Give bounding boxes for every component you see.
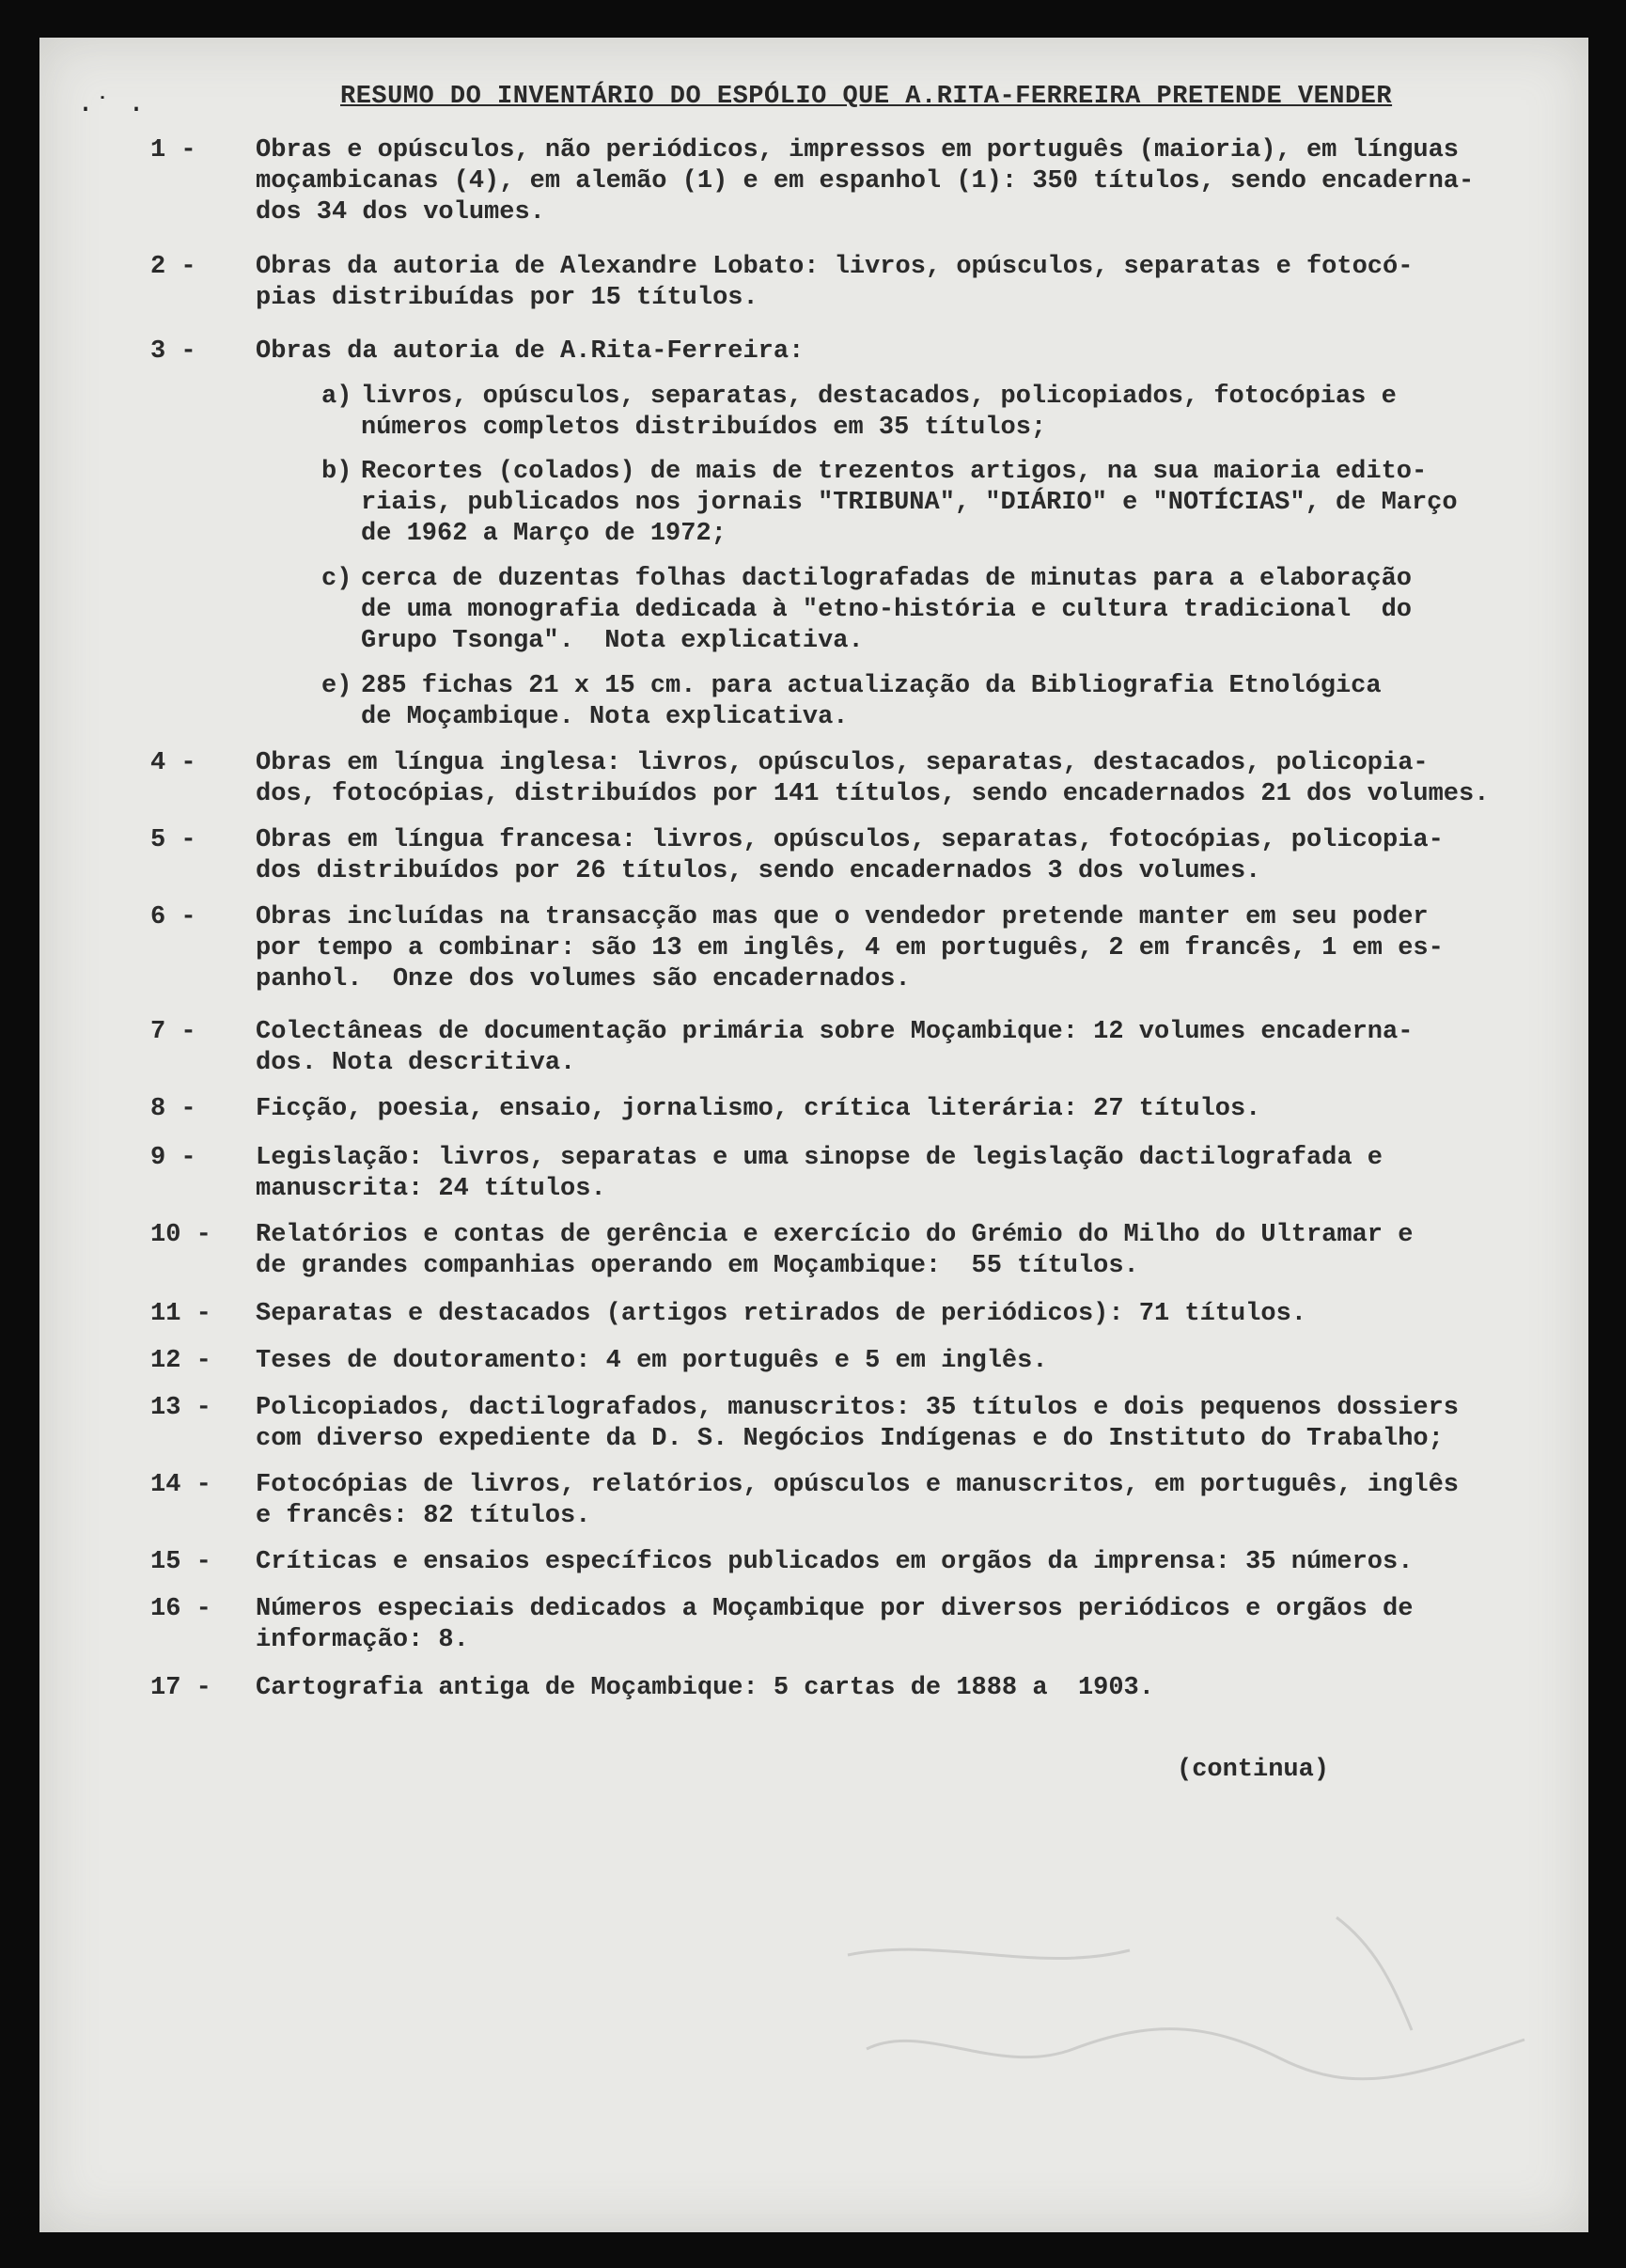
item-text: Policopiados, dactilografados, manuscritos: 35 títulos e dois pequenos dossiers com diverso expediente da D. S. Negócios Indígenas e do Instituto do Trabalho; bbox=[256, 1394, 1460, 1453]
list-item bbox=[150, 1673, 1626, 1704]
sub-item-text: Recortes (colados) de mais de trezentos artigos, na sua maioria edito- riais, publicados nos jornais "TRIBUNA", "DIÁRIO" e "NOTÍCIAS", de Março de 1962 a Março de 1972; bbox=[361, 458, 1458, 548]
item-number: 16 - bbox=[150, 1595, 211, 1623]
item-text: Ficção, poesia, ensaio, jornalismo, crítica literária: 27 títulos. bbox=[256, 1095, 1261, 1123]
sub-item bbox=[321, 382, 1543, 444]
list-item bbox=[150, 1094, 1626, 1125]
margin-marks: ·˙ · bbox=[77, 94, 146, 126]
list-item bbox=[150, 1547, 1626, 1578]
item-number: 4 - bbox=[150, 749, 196, 777]
item-number: 5 - bbox=[150, 826, 196, 854]
list-item bbox=[150, 1017, 1626, 1079]
item-text: Obras da autoria de Alexandre Lobato: livros, opúsculos, separatas e fotocó- pias distribuídas por 15 títulos. bbox=[256, 253, 1414, 312]
item-number: 1 - bbox=[150, 136, 196, 164]
document-title: RESUMO DO INVENTÁRIO DO ESPÓLIO QUE A.RITA-FERREIRA PRETENDE VENDER bbox=[340, 83, 1393, 111]
bleed-through-handwriting bbox=[810, 1861, 1562, 2237]
item-text: Fotocópias de livros, relatórios, opúsculos e manuscritos, em português, inglês e francês: 82 títulos. bbox=[256, 1471, 1460, 1530]
item-text: Teses de doutoramento: 4 em português e 5 em inglês. bbox=[256, 1347, 1048, 1375]
sub-item-text: 285 fichas 21 x 15 cm. para actualização da Bibliografia Etnológica de Moçambique. Nota explicativa. bbox=[361, 672, 1382, 731]
list-item bbox=[150, 1470, 1626, 1532]
item-text: Cartografia antiga de Moçambique: 5 cartas de 1888 a 1903. bbox=[256, 1674, 1154, 1702]
list-item bbox=[150, 1393, 1626, 1455]
list-item bbox=[150, 1143, 1626, 1205]
sub-item-letter: c) bbox=[321, 565, 352, 593]
item-text: Legislação: livros, separatas e uma sinopse de legislação dactilografada e manuscrita: 24 títulos. bbox=[256, 1144, 1383, 1203]
item-number: 2 - bbox=[150, 253, 196, 281]
item-number: 13 - bbox=[150, 1394, 211, 1422]
item-number: 15 - bbox=[150, 1548, 211, 1576]
item-text: Obras da autoria de A.Rita-Ferreira: bbox=[256, 337, 805, 366]
item-number: 14 - bbox=[150, 1471, 211, 1499]
item-text: Obras incluídas na transacção mas que o vendedor pretende manter em seu poder por tempo a combinar: são 13 em inglês, 4 em português, 2 em francês, 1 em es- panhol. Onze dos volumes são encadernados. bbox=[256, 903, 1444, 993]
item-number: 17 - bbox=[150, 1674, 211, 1702]
list-item bbox=[150, 1594, 1626, 1656]
list-item bbox=[150, 1220, 1626, 1282]
item-text: Críticas e ensaios específicos publicados em orgãos da imprensa: 35 números. bbox=[256, 1548, 1414, 1576]
item-number: 6 - bbox=[150, 903, 196, 931]
sub-item-letter: e) bbox=[321, 672, 352, 700]
list-item bbox=[150, 825, 1626, 887]
list-item bbox=[150, 902, 1626, 995]
list-item bbox=[150, 135, 1626, 228]
item-number: 7 - bbox=[150, 1018, 196, 1046]
sub-item-letter: a) bbox=[321, 383, 352, 411]
item-text: Relatórios e contas de gerência e exercício do Grémio do Milho do Ultramar e de grandes companhias operando em Moçambique: 55 títulos. bbox=[256, 1221, 1414, 1280]
item-text: Obras e opúsculos, não periódicos, impressos em português (maioria), em línguas moçambicanas (4), em alemão (1) e em espanhol (1): 350 títulos, sendo encaderna- dos 34 dos volumes. bbox=[256, 136, 1475, 227]
list-item bbox=[150, 1299, 1626, 1330]
item-number: 12 - bbox=[150, 1347, 211, 1375]
list-item bbox=[150, 1346, 1626, 1377]
item-number: 11 - bbox=[150, 1300, 211, 1328]
item-text: Colectâneas de documentação primária sobre Moçambique: 12 volumes encaderna- dos. Nota descritiva. bbox=[256, 1018, 1414, 1077]
sub-item bbox=[321, 671, 1543, 733]
sub-item-text: cerca de duzentas folhas dactilografadas de minutas para a elaboração de uma monografia dedicada à "etno-história e cultura tradicional do Grupo Tsonga". Nota explicativa. bbox=[361, 565, 1412, 655]
item-text: Obras em língua inglesa: livros, opúsculos, separatas, destacados, policopia- dos, fotocópias, distribuídos por 141 títulos, sendo encadernados 21 dos volumes. bbox=[256, 749, 1490, 808]
sub-item-letter: b) bbox=[321, 458, 352, 486]
sub-item bbox=[321, 457, 1543, 550]
item-number: 3 - bbox=[150, 337, 196, 366]
item-text: Separatas e destacados (artigos retirados de periódicos): 71 títulos. bbox=[256, 1300, 1306, 1328]
item-number: 8 - bbox=[150, 1095, 196, 1123]
list-item bbox=[150, 336, 1626, 368]
list-item bbox=[150, 748, 1626, 810]
document-page bbox=[39, 38, 1588, 2232]
continua-note: (continua) bbox=[1177, 1756, 1330, 1784]
item-number: 9 - bbox=[150, 1144, 196, 1172]
list-item bbox=[150, 252, 1626, 314]
item-text: Números especiais dedicados a Moçambique por diversos periódicos e orgãos de informação: 8. bbox=[256, 1595, 1414, 1654]
sub-item bbox=[321, 564, 1543, 657]
sub-item-text: livros, opúsculos, separatas, destacados, policopiados, fotocópias e números completos distribuídos em 35 títulos; bbox=[361, 383, 1397, 442]
item-text: Obras em língua francesa: livros, opúsculos, separatas, fotocópias, policopia- dos distribuídos por 26 títulos, sendo encadernados 3 dos volumes. bbox=[256, 826, 1444, 885]
item-number: 10 - bbox=[150, 1221, 211, 1249]
